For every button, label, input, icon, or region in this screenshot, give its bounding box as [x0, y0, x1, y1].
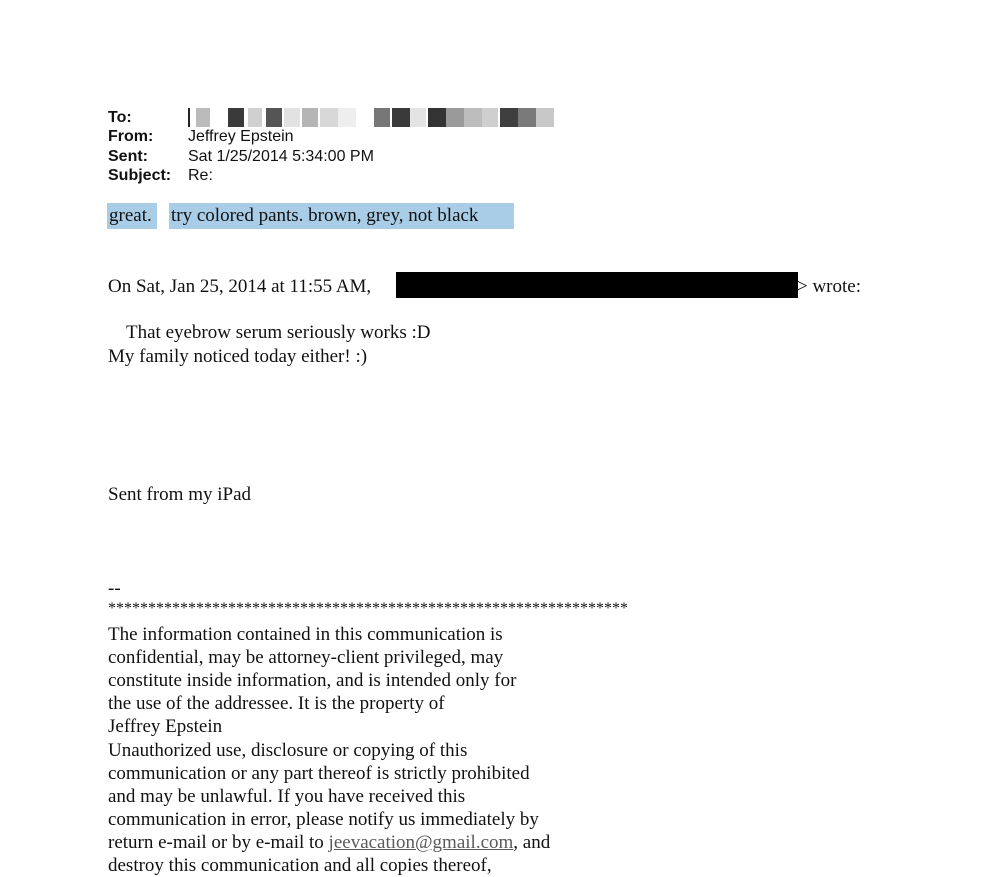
- sent-label: Sent:: [108, 148, 148, 165]
- disclaimer-line-9: communication in error, please notify us immediately by: [108, 809, 539, 830]
- subject-value: Re:: [188, 167, 213, 184]
- disclaimer-line-10-pre: return e-mail or by e-mail to: [108, 832, 329, 853]
- footer-dashes: --: [108, 578, 121, 599]
- email-link[interactable]: jeevacation@gmail.com: [328, 832, 514, 853]
- disclaimer-line-7: communication or any part thereof is strictly prohibited: [108, 763, 530, 784]
- quote-line-1: That eyebrow serum seriously works :D: [126, 322, 431, 343]
- disclaimer-line-10: [108, 832, 550, 854]
- disclaimer-line-4: the use of the addressee. It is the property of: [108, 693, 445, 714]
- quote-signature: Sent from my iPad: [108, 484, 252, 505]
- reply-part-1: great.: [107, 203, 157, 229]
- subject-label: Subject:: [108, 167, 172, 184]
- disclaimer-line-2: confidential, may be attorney-client privileged, may: [108, 647, 504, 668]
- quote-intro: On Sat, Jan 25, 2014 at 11:55 AM,: [108, 276, 372, 297]
- disclaimer-line-10-post: , and: [513, 832, 551, 853]
- disclaimer-line-1: The information contained in this communication is: [108, 624, 503, 645]
- quote-line-2: My family noticed today either! :): [108, 346, 368, 367]
- disclaimer-line-3: constitute inside information, and is intended only for: [108, 670, 517, 691]
- footer-stars: *****************************************************************: [108, 600, 628, 617]
- quote-wrote: > wrote:: [797, 276, 862, 297]
- disclaimer-line-8: and may be unlawful. If you have received this: [108, 786, 466, 807]
- disclaimer-line-5: Jeffrey Epstein: [108, 716, 223, 737]
- to-label: To:: [108, 109, 132, 126]
- sent-value: Sat 1/25/2014 5:34:00 PM: [188, 148, 374, 165]
- disclaimer-line-6: Unauthorized use, disclosure or copying of this: [108, 740, 468, 761]
- sender-redaction: [396, 272, 798, 298]
- from-label: From:: [108, 128, 154, 145]
- disclaimer-line-11: destroy this communication and all copies thereof,: [108, 855, 492, 876]
- from-value: Jeffrey Epstein: [188, 128, 294, 145]
- reply-part-2: try colored pants. brown, grey, not black: [169, 203, 514, 229]
